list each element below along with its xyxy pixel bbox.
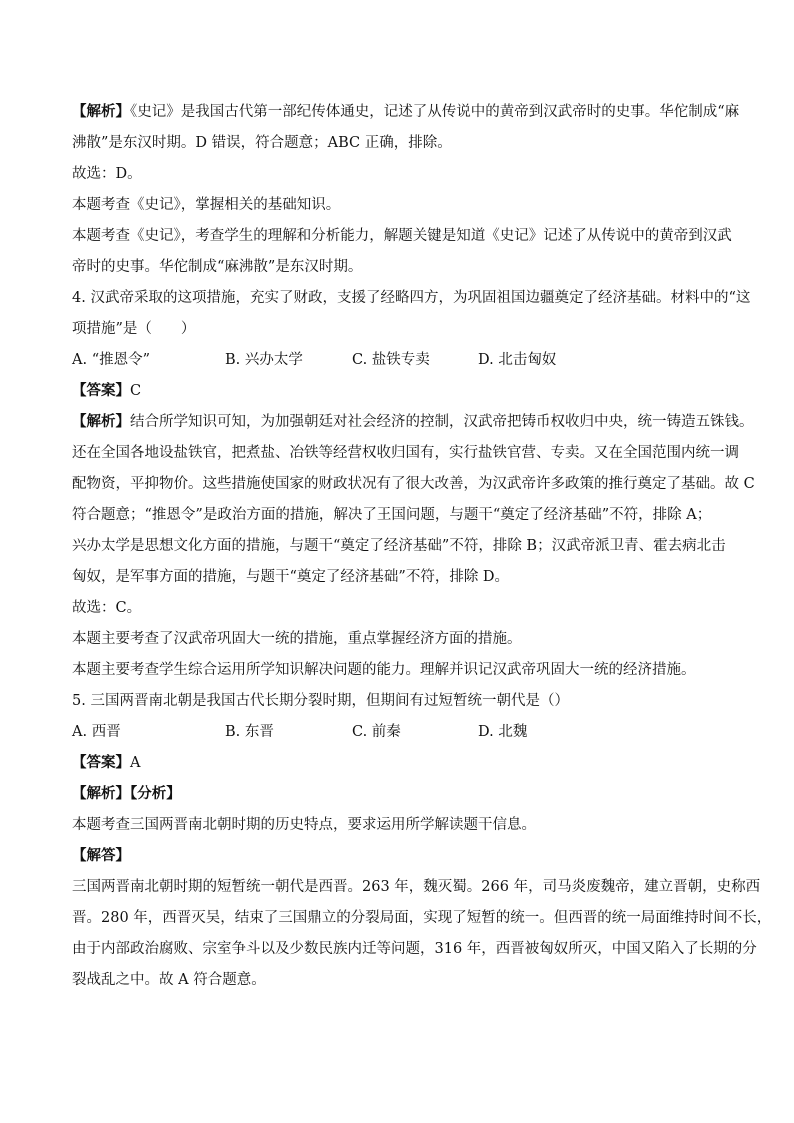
question-4-stem-cont: 项措施”是（ ） — [72, 321, 196, 337]
text-line: 本题考查三国两晋南北朝时期的历史特点，要求运用所学解读题干信息。 — [72, 817, 536, 833]
answer-value: C — [130, 383, 142, 399]
analysis-tag: 【解析】 — [72, 785, 130, 802]
text-line: 本题主要考查学生综合运用所学知识解决问题的能力。理解并识记汉武帝巩固大一统的经济措施。 — [72, 662, 696, 678]
text-line: 本题主要考查了汉武帝巩固大一统的措施，重点掌握经济方面的措施。 — [72, 631, 522, 647]
option-a: A. 西晋 — [72, 724, 121, 740]
question-5-options — [72, 721, 734, 743]
text-line: 兴办太学是思想文化方面的措施，与题干“奠定了经济基础”不符，排除 B；汉武帝派卫青、霍去病北击 — [72, 538, 726, 554]
option-b: B. 兴办太学 — [225, 352, 303, 368]
analysis-line-q3 — [72, 101, 740, 123]
solution-line — [72, 845, 734, 867]
option-d: D. 北击匈奴 — [478, 352, 557, 368]
analysis-line-q5 — [72, 783, 734, 805]
text-line: 本题考查《史记》，考查学生的理解和分析能力，解题关键是知道《史记》记述了从传说中的黄帝到汉武 — [72, 228, 732, 244]
text-content: 结合所学知识可知，为加强朝廷对社会经济的控制，汉武帝把铸币权收归中央，统一铸造五铢钱。 — [130, 414, 754, 430]
text-line: 裂战乱之中。故 A 符合题意。 — [72, 972, 266, 988]
analysis-tag: 【解析】 — [72, 413, 130, 430]
text-line: 本题考查《史记》，掌握相关的基础知识。 — [72, 197, 341, 213]
analysis-line-q4 — [72, 411, 754, 433]
text-line: 还在全国各地设盐铁官，把煮盐、冶铁等经营权收归国有，实行盐铁官营、专卖。又在全国范围内统一调 — [72, 445, 739, 461]
option-c: C. 盐铁专卖 — [352, 352, 430, 368]
option-d: D. 北魏 — [478, 724, 528, 740]
text-line: 配物资，平抑物价。这些措施使国家的财政状况有了很大改善，为汉武帝许多政策的推行奠定了基础。故 C — [72, 476, 755, 492]
question-4-stem: 4. 汉武帝采取的这项措施，充实了财政，支援了经略四方，为巩固祖国边疆奠定了经济基础。材料中的“这 — [72, 290, 751, 306]
text-line: 符合题意；“推恩令”是政治方面的措施，解决了王国问题，与题干“奠定了经济基础”不符，排除 A； — [72, 507, 712, 523]
option-b: B. 东晋 — [225, 724, 274, 740]
answer-value: A — [130, 755, 141, 771]
text-line: 沸散”是东汉时期。D 错误，符合题意；ABC 正确，排除。 — [72, 135, 452, 151]
answer-tag: 【答案】 — [72, 382, 130, 399]
text-line: 帝时的史事。华佗制成“麻沸散”是东汉时期。 — [72, 259, 363, 275]
question-4-options — [72, 349, 734, 371]
answer-tag: 【答案】 — [72, 754, 130, 771]
text-line: 晋。280 年，西晋灭吴，结束了三国鼎立的分裂局面，实现了短暂的统一。但西晋的统一局面维持时间不长， — [72, 910, 772, 926]
text-line: 匈奴，是军事方面的措施，与题干“奠定了经济基础”不符，排除 D。 — [72, 569, 510, 585]
solution-tag: 【解答】 — [72, 847, 130, 864]
analysis-tag: 【解析】 — [72, 103, 130, 120]
option-a: A. “推恩令” — [72, 352, 151, 368]
text-line: 三国两晋南北朝时期的短暂统一朝代是西晋。263 年，魏灭蜀。266 年，司马炎废魏帝，建立晋朝，史称西 — [72, 879, 761, 895]
answer-line-q5 — [72, 752, 734, 774]
choice-line: 故选：D。 — [72, 166, 142, 182]
question-5-stem: 5. 三国两晋南北朝是我国古代长期分裂时期，但期间有过短暂统一朝代是（） — [72, 693, 569, 709]
choice-line: 故选：C。 — [72, 600, 142, 616]
text-line: 由于内部政治腐败、宗室争斗以及少数民族内迁等问题，316 年，西晋被匈奴所灭，中国又陷入了长期的分 — [72, 941, 757, 957]
option-c: C. 前秦 — [352, 724, 401, 740]
answer-line-q4 — [72, 380, 734, 402]
analysis-subtag: 【分析】 — [130, 785, 181, 802]
text-content: 《史记》是我国古代第一部纪传体通史，记述了从传说中的黄帝到汉武帝时的史事。华佗制成“麻 — [130, 104, 740, 120]
